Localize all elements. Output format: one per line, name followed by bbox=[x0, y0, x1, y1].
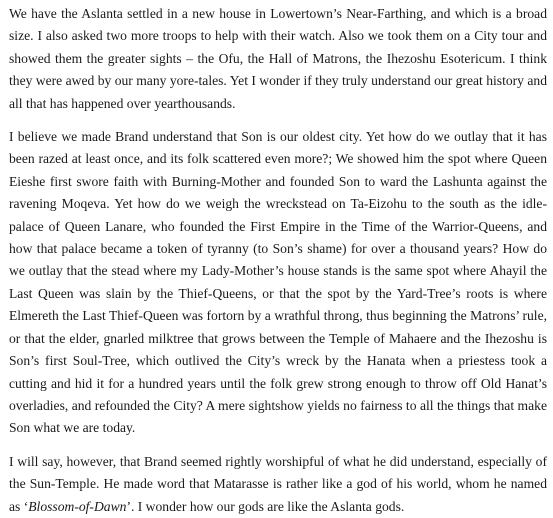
paragraph-text-after: ’. I wonder how our gods are like the Aslanta gods. bbox=[126, 498, 405, 514]
paragraph-brand-sun-temple bbox=[9, 451, 547, 518]
paragraph-aslanta-settled: We have the Aslanta settled in a new house in Lowertown’s Near-Farthing, and which is a broad size. I also asked two more troops to help with their watch. Also we took them on a City tour and showed them the greater sights – the Ofu, the Hall of Matrons, the Ihezoshu Esotericum. I think they were awed by our many yore-tales. Yet I wonder if they truly understand our great history and all that has happened over yearthousands. bbox=[9, 6, 547, 111]
paragraph-son-oldest-city: I believe we made Brand understand that Son is our oldest city. Yet how do we outlay that it has been razed at least once, and its folk scattered even more?; We showed him the spot where Queen Eieshe first swore faith with Burning-Mother and founded Son to ward the Lashunta against the ravening Moqeva. Yet how do we weigh the wreckstead on Ta-Eizohu to the south as the idle-palace of Queen Lanare, who founded the First Empire in the Time of the Warrior-Queens, and how that palace became a token of tyranny (to Son’s shame) for over a thousand years? How do we outlay that the stead where my Lady-Mother’s house stands is the same spot where Ahayil the Last Queen was slain by the Thief-Queens, or that the spot by the Yard-Tree’s roots is where Elmereth the Last Thief-Queen was fortorn by a wrathful throng, thus beginning the Matrons’ rule, or that the elder, gnarled milktree that grows between the Temple of Mahaere and the Ihezoshu is Son’s first Soul-Tree, which outlived the City’s wreck by the Hanata when a priestess took a cutting and hid it for a hundred years until the folk grew strong enough to throw off Old Hanat’s overladies, and refounded the City? A mere sightshow yields no fairness to all the things that make Son what we are today. bbox=[9, 129, 547, 436]
emphasis-blossom-of-dawn: Blossom-of-Dawn bbox=[28, 498, 127, 514]
paragraph-text-before: I will say, however, that Brand seemed rightly worshipful of what he did understand, especially of the Sun-Temple. He made word that Matarasse is rather like a god of his world, whom he named as ‘ bbox=[9, 453, 547, 514]
